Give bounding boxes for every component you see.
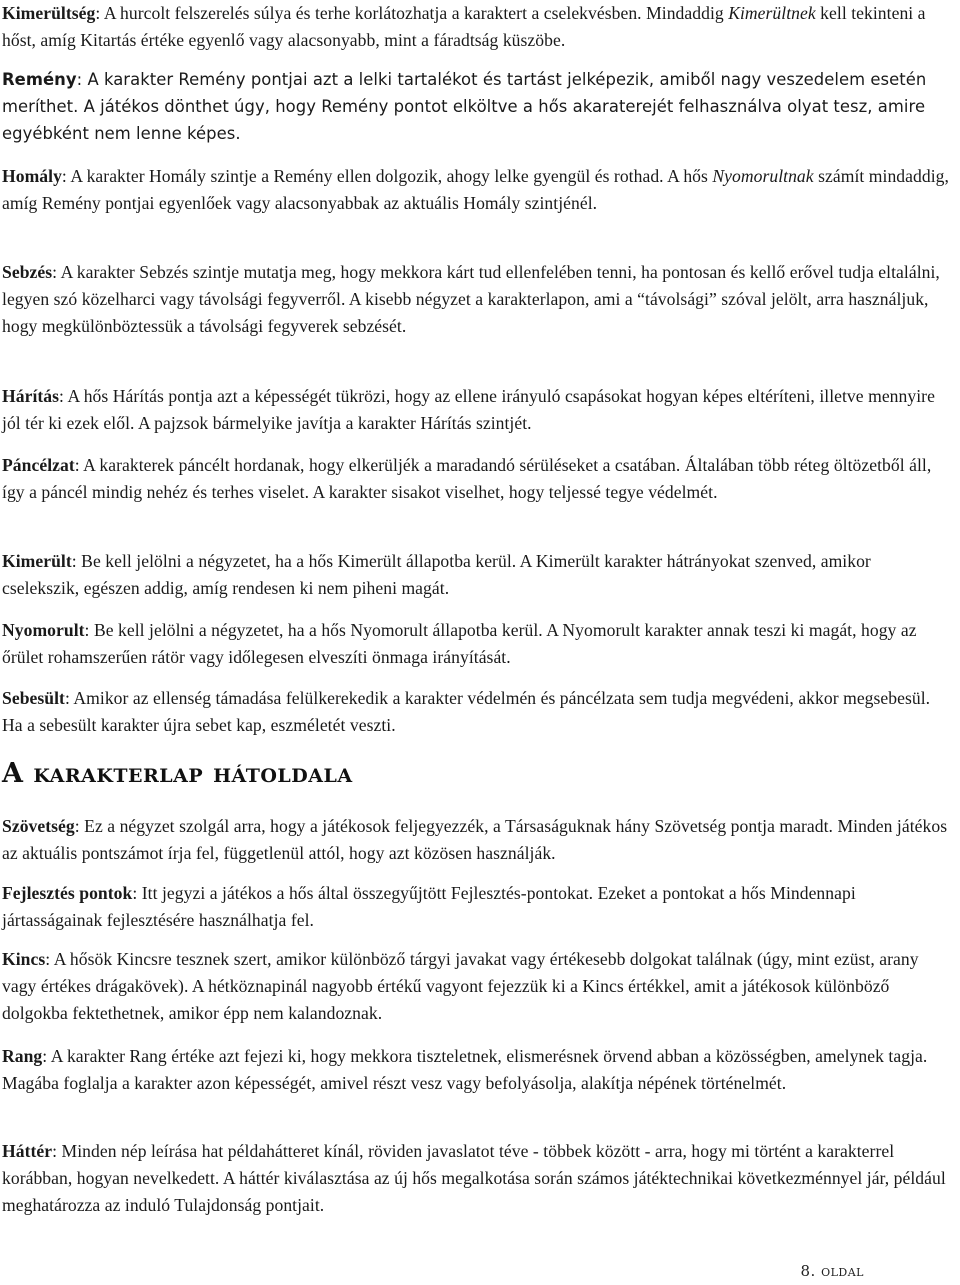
paragraph-fejlesztes-pontok bbox=[2, 880, 952, 934]
term-sebzes: Sebzés bbox=[2, 262, 53, 282]
paragraph-text: A karakter Sebzés szintje mutatja meg, hogy mekkora kárt tud ellenfelében tenni, ha pontosan és kellő erővel tudja eltalálni, legyen szó közelharci vagy távolsági fegyverről. A kisebb négyzet a karakterlapon, ami a “távolsági” szóval jelölt, arra használjuk, hogy megkülönböztessük a távolsági fegyverek sebzését. bbox=[2, 262, 940, 336]
paragraph-kincs bbox=[2, 946, 952, 1027]
term-fejlesztes-pontok: Fejlesztés pontok bbox=[2, 883, 133, 903]
term-separator: : bbox=[74, 816, 85, 836]
paragraph-szovetseg bbox=[2, 813, 952, 867]
term-separator: : bbox=[42, 1046, 51, 1066]
paragraph-text: A hurcolt felszerelés súlya és terhe korlátozhatja a karaktert a cselekvésben. Mindaddig bbox=[103, 3, 729, 23]
term-separator: : bbox=[132, 883, 142, 903]
paragraph-text: Ez a négyzet szolgál arra, hogy a játékosok feljegyezzék, a Társaságuknak hány Szövetség pontja maradt. Minden játékos az aktuális pontszámot írja fel, függetlenül attól, hogy azt közösen használják. bbox=[2, 816, 948, 863]
term-separator: : bbox=[76, 70, 88, 89]
paragraph-text: Itt jegyzi a játékos a hős által összegyűjtött Fejlesztés-pontokat. Ezeket a pontokat a hős Mindennapi jártasságainak fejlesztésére használhatja fel. bbox=[2, 883, 856, 930]
term-separator: : bbox=[59, 386, 68, 406]
paragraph-pancelzat bbox=[2, 452, 952, 506]
term-hatter: Háttér bbox=[2, 1141, 53, 1161]
paragraph-text: számít mindaddig, amíg Remény pontjai egyenlőek vagy alacsonyabbak az aktuális Homály szintjénél. bbox=[2, 166, 949, 213]
italic-term: Nyomorultnak bbox=[712, 166, 814, 186]
term-homaly: Homály bbox=[2, 166, 62, 186]
paragraph-haritas bbox=[2, 383, 952, 437]
term-nyomorult: Nyomorult bbox=[2, 620, 85, 640]
paragraph-text: A karakter Homály szintje a Remény ellen dolgozik, ahogy lelke gyengül és rothad. A hős bbox=[70, 166, 713, 186]
term-pancelzat: Páncélzat bbox=[2, 455, 75, 475]
paragraph-text: Amikor az ellenség támadása felülkerekedik a karakter védelmén és páncélzata sem tudja megvédeni, akkor megsebesül. Ha a sebesült karakter újra sebet kap, eszméletét veszti. bbox=[2, 688, 931, 735]
term-separator: : bbox=[45, 949, 54, 969]
paragraph-hatter bbox=[2, 1138, 952, 1219]
term-separator: : bbox=[95, 3, 104, 23]
term-separator: : bbox=[61, 166, 71, 186]
paragraph-text: A hős Hárítás pontja azt a képességét tükrözi, hogy az ellene irányuló csapásokat hogyan képes eltéríteni, illetve mennyire jól tér ki ezek elől. A pajzsok bármelyike javítja a karakter Hárítás szintjét. bbox=[2, 386, 935, 433]
paragraph-sebesult bbox=[2, 685, 952, 739]
italic-term: Kimerültnek bbox=[728, 3, 816, 23]
paragraph-kimerultseg bbox=[2, 0, 952, 54]
term-haritas: Hárítás bbox=[2, 386, 60, 406]
paragraph-nyomorult bbox=[2, 617, 952, 671]
term-separator: : bbox=[71, 551, 82, 571]
term-remeny: Remény bbox=[2, 70, 77, 89]
paragraph-text: Minden nép leírása hat példahátteret kínál, röviden javaslatot téve - többek között - arra, hogy mi történt a karakterrel korábban, hogyan nevelkedett. A háttér kiválasztása az új hős megalkotása során számos játéktechnikai következménnyel jár, például meghatározza az induló Tulajdonság pontjait. bbox=[2, 1141, 946, 1215]
paragraph-rang bbox=[2, 1043, 952, 1097]
paragraph-text: Be kell jelölni a négyzetet, ha a hős Kimerült állapotba kerül. A Kimerült karakter hátrányokat szenved, amikor cselekszik, egészen addig, amíg rendesen ki nem piheni magát. bbox=[2, 551, 871, 598]
term-kimerult: Kimerült bbox=[2, 551, 72, 571]
paragraph-text: kell tekinteni a hőst, amíg Kitartás értéke egyenlő vagy alacsonyabb, mint a fáradtság küszöbe. bbox=[2, 3, 926, 50]
page-number: 8. oldal bbox=[800, 1262, 864, 1280]
paragraph-text: Be kell jelölni a négyzetet, ha a hős Nyomorult állapotba kerül. A Nyomorult karakter annak teszi ki magát, hogy az őrület rohamszerűen rátör vagy időlegesen elveszíti önmaga irányítását. bbox=[2, 620, 917, 667]
term-kincs: Kincs bbox=[2, 949, 46, 969]
paragraph-remeny bbox=[2, 66, 952, 147]
paragraph-homaly bbox=[2, 163, 952, 217]
term-sebesult: Sebesült bbox=[2, 688, 65, 708]
paragraph-text: A karakter Remény pontjai azt a lelki tartalékot és tartást jelképezik, amiből nagy veszedelem esetén meríthet. A játékos dönthet úgy, hogy Remény pontot elköltve a hős akaraterejét felhasználva olyat tesz, amire egyébként nem lenne képes. bbox=[2, 70, 927, 143]
term-kimerultseg: Kimerültség bbox=[2, 3, 96, 23]
section-heading: A karakterlap hátoldala bbox=[2, 758, 353, 789]
term-separator: : bbox=[52, 262, 61, 282]
paragraph-sebzes bbox=[2, 259, 952, 340]
term-szovetseg: Szövetség bbox=[2, 816, 75, 836]
term-rang: Rang bbox=[2, 1046, 43, 1066]
paragraph-text: A karakter Rang értéke azt fejezi ki, hogy mekkora tiszteletnek, elismerésnek örvend abban a közösségben, amelynek tagja. Magába foglalja a karakter azon képességét, amivel részt vesz vagy befolyásolja, alakítja népének történelmét. bbox=[2, 1046, 928, 1093]
term-separator: : bbox=[64, 688, 74, 708]
paragraph-kimerult bbox=[2, 548, 952, 602]
paragraph-text: A karakterek páncélt hordanak, hogy elkerüljék a maradandó sérüléseket a csatában. Általában több réteg öltözetből áll, így a páncél mindig nehéz és terhes viselet. A karakter sisakot viselhet, hogy teljessé tegye védelmét. bbox=[2, 455, 932, 502]
paragraph-text: A hősök Kincsre tesznek szert, amikor különböző tárgyi javakat vagy értékesebb dolgokat találnak (úgy, mint ezüst, arany vagy értékes drágakövek). A hétköznapinál nagyobb értékű vagyont fejezzük ki a Kincs értékkel, amit a játékosok különböző dolgokba fektethetnek, amikor épp nem kalandoznak. bbox=[2, 949, 919, 1023]
term-separator: : bbox=[74, 455, 84, 475]
term-separator: : bbox=[84, 620, 94, 640]
term-separator: : bbox=[52, 1141, 62, 1161]
